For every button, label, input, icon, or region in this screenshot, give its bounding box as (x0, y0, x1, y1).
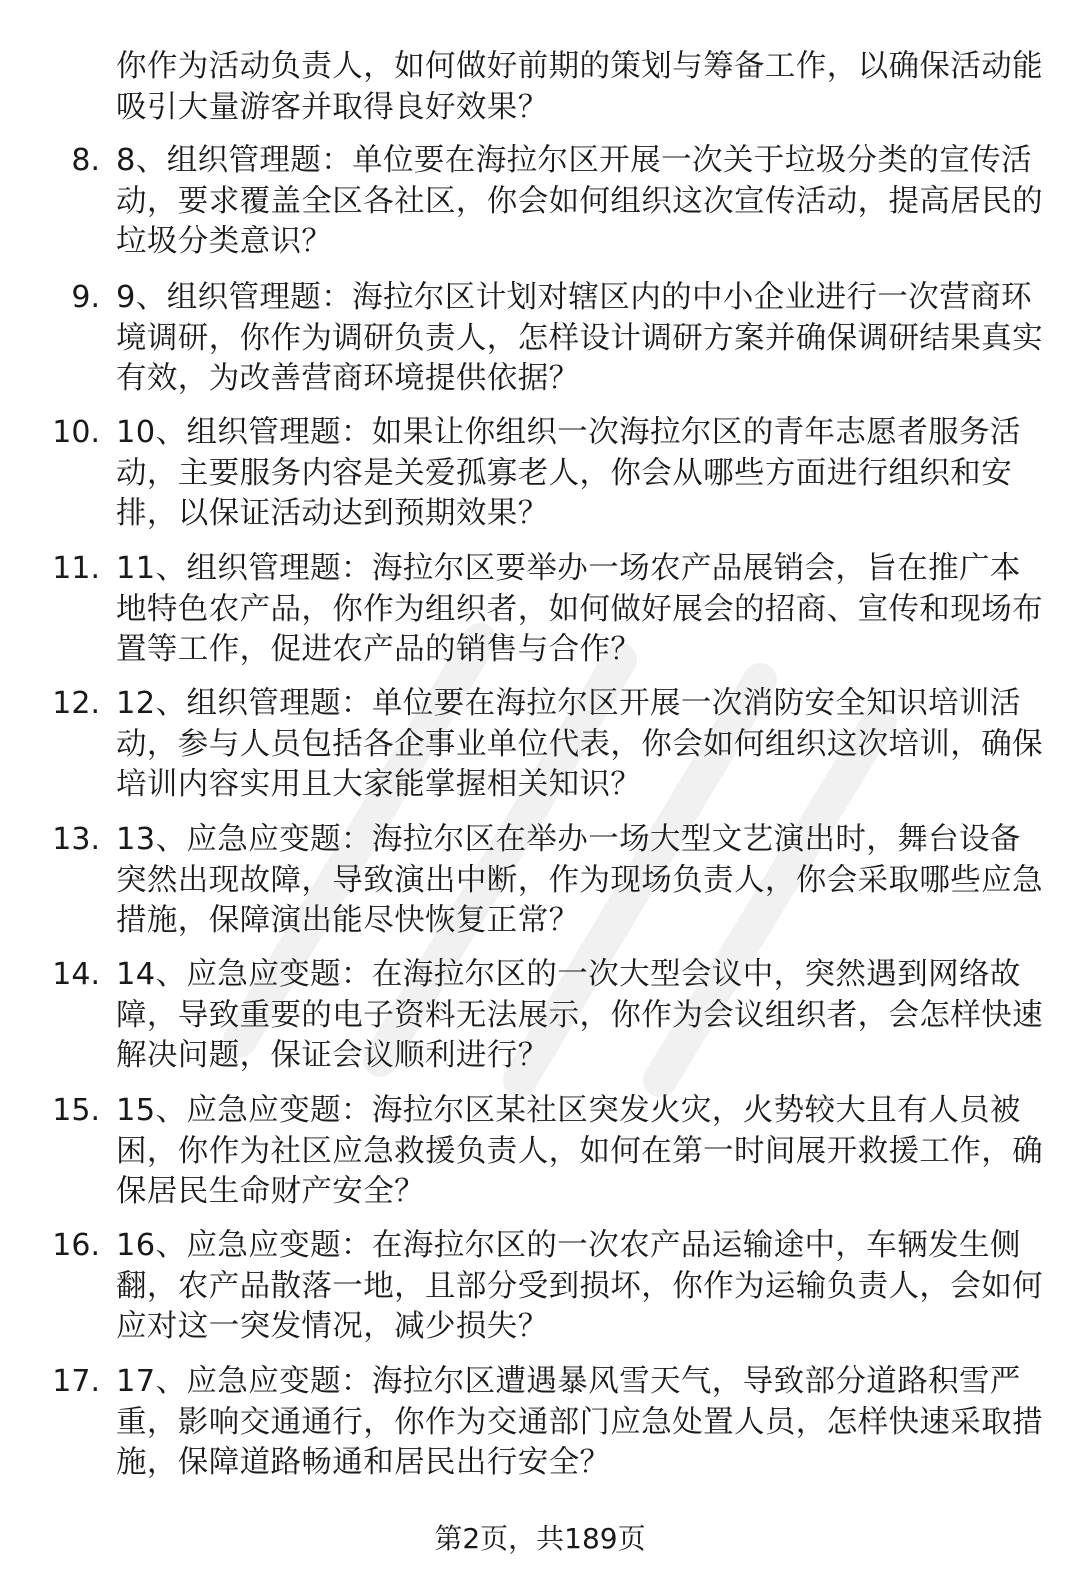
list-item-number: 15. (52, 1093, 100, 1128)
list-item-text: 12、组织管理题：单位要在海拉尔区开展一次消防安全知识培训活动，参与人员包括各企事业单位代表，你会如何组织这次培训，确保培训内容实用且大家能掌握相关知识？ (116, 686, 1043, 802)
list-item-number: 9. (71, 280, 100, 315)
list-item-number: 16. (52, 1228, 100, 1263)
list-item-number: 8. (71, 143, 100, 178)
list-item-text: 14、应急应变题：在海拉尔区的一次大型会议中，突然遇到网络故障，导致重要的电子资料无法展示，你作为会议组织者，会怎样快速解决问题，保证会议顺利进行？ (116, 957, 1043, 1073)
list-item-number: 14. (52, 957, 100, 992)
list-item-text: 8、组织管理题：单位要在海拉尔区开展一次关于垃圾分类的宣传活动，要求覆盖全区各社区，你会如何组织这次宣传活动，提高居民的垃圾分类意识？ (116, 143, 1043, 259)
list-item-text: 10、组织管理题：如果让你组织一次海拉尔区的青年志愿者服务活动，主要服务内容是关爱孤寡老人，你会从哪些方面进行组织和安排，以保证活动达到预期效果？ (116, 415, 1021, 531)
list-item-number: 12. (52, 686, 100, 721)
list-item-text: 17、应急应变题：海拉尔区遭遇暴风雪天气，导致部分道路积雪严重，影响交通通行，你作为交通部门应急处置人员，怎样快速采取措施，保障道路畅通和居民出行安全？ (116, 1364, 1043, 1480)
list-item-text: 16、应急应变题：在海拉尔区的一次农产品运输途中，车辆发生侧翻，农产品散落一地，且部分受到损坏，你作为运输负责人，会如何应对这一突发情况，减少损失？ (116, 1228, 1043, 1344)
list-item-text: 9、组织管理题：海拉尔区计划对辖区内的中小企业进行一次营商环境调研，你作为调研负责人，怎样设计调研方案并确保调研结果真实有效，为改善营商环境提供依据？ (116, 280, 1043, 396)
list-item-text: 15、应急应变题：海拉尔区某社区突发火灾，火势较大且有人员被困，你作为社区应急救援负责人，如何在第一时间展开救援工作，确保居民生命财产安全？ (116, 1093, 1043, 1209)
list-item-number: 13. (52, 822, 100, 857)
list-item-number: 10. (52, 415, 100, 450)
list-item-number: 11. (52, 551, 100, 586)
list-item-number: 17. (52, 1364, 100, 1399)
list-item-text: 13、应急应变题：海拉尔区在举办一场大型文艺演出时，舞台设备突然出现故障，导致演出中断，作为现场负责人，你会采取哪些应急措施，保障演出能尽快恢复正常？ (116, 822, 1043, 938)
intro-text: 你作为活动负责人，如何做好前期的策划与筹备工作，以确保活动能吸引大量游客并取得良好效果？ (116, 49, 1043, 125)
list-item-text: 11、组织管理题：海拉尔区要举办一场农产品展销会，旨在推广本地特色农产品，你作为组织者，如何做好展会的招商、宣传和现场布置等工作，促进农产品的销售与合作？ (116, 551, 1043, 667)
page-footer: 第2页，共189页 (434, 1522, 646, 1555)
